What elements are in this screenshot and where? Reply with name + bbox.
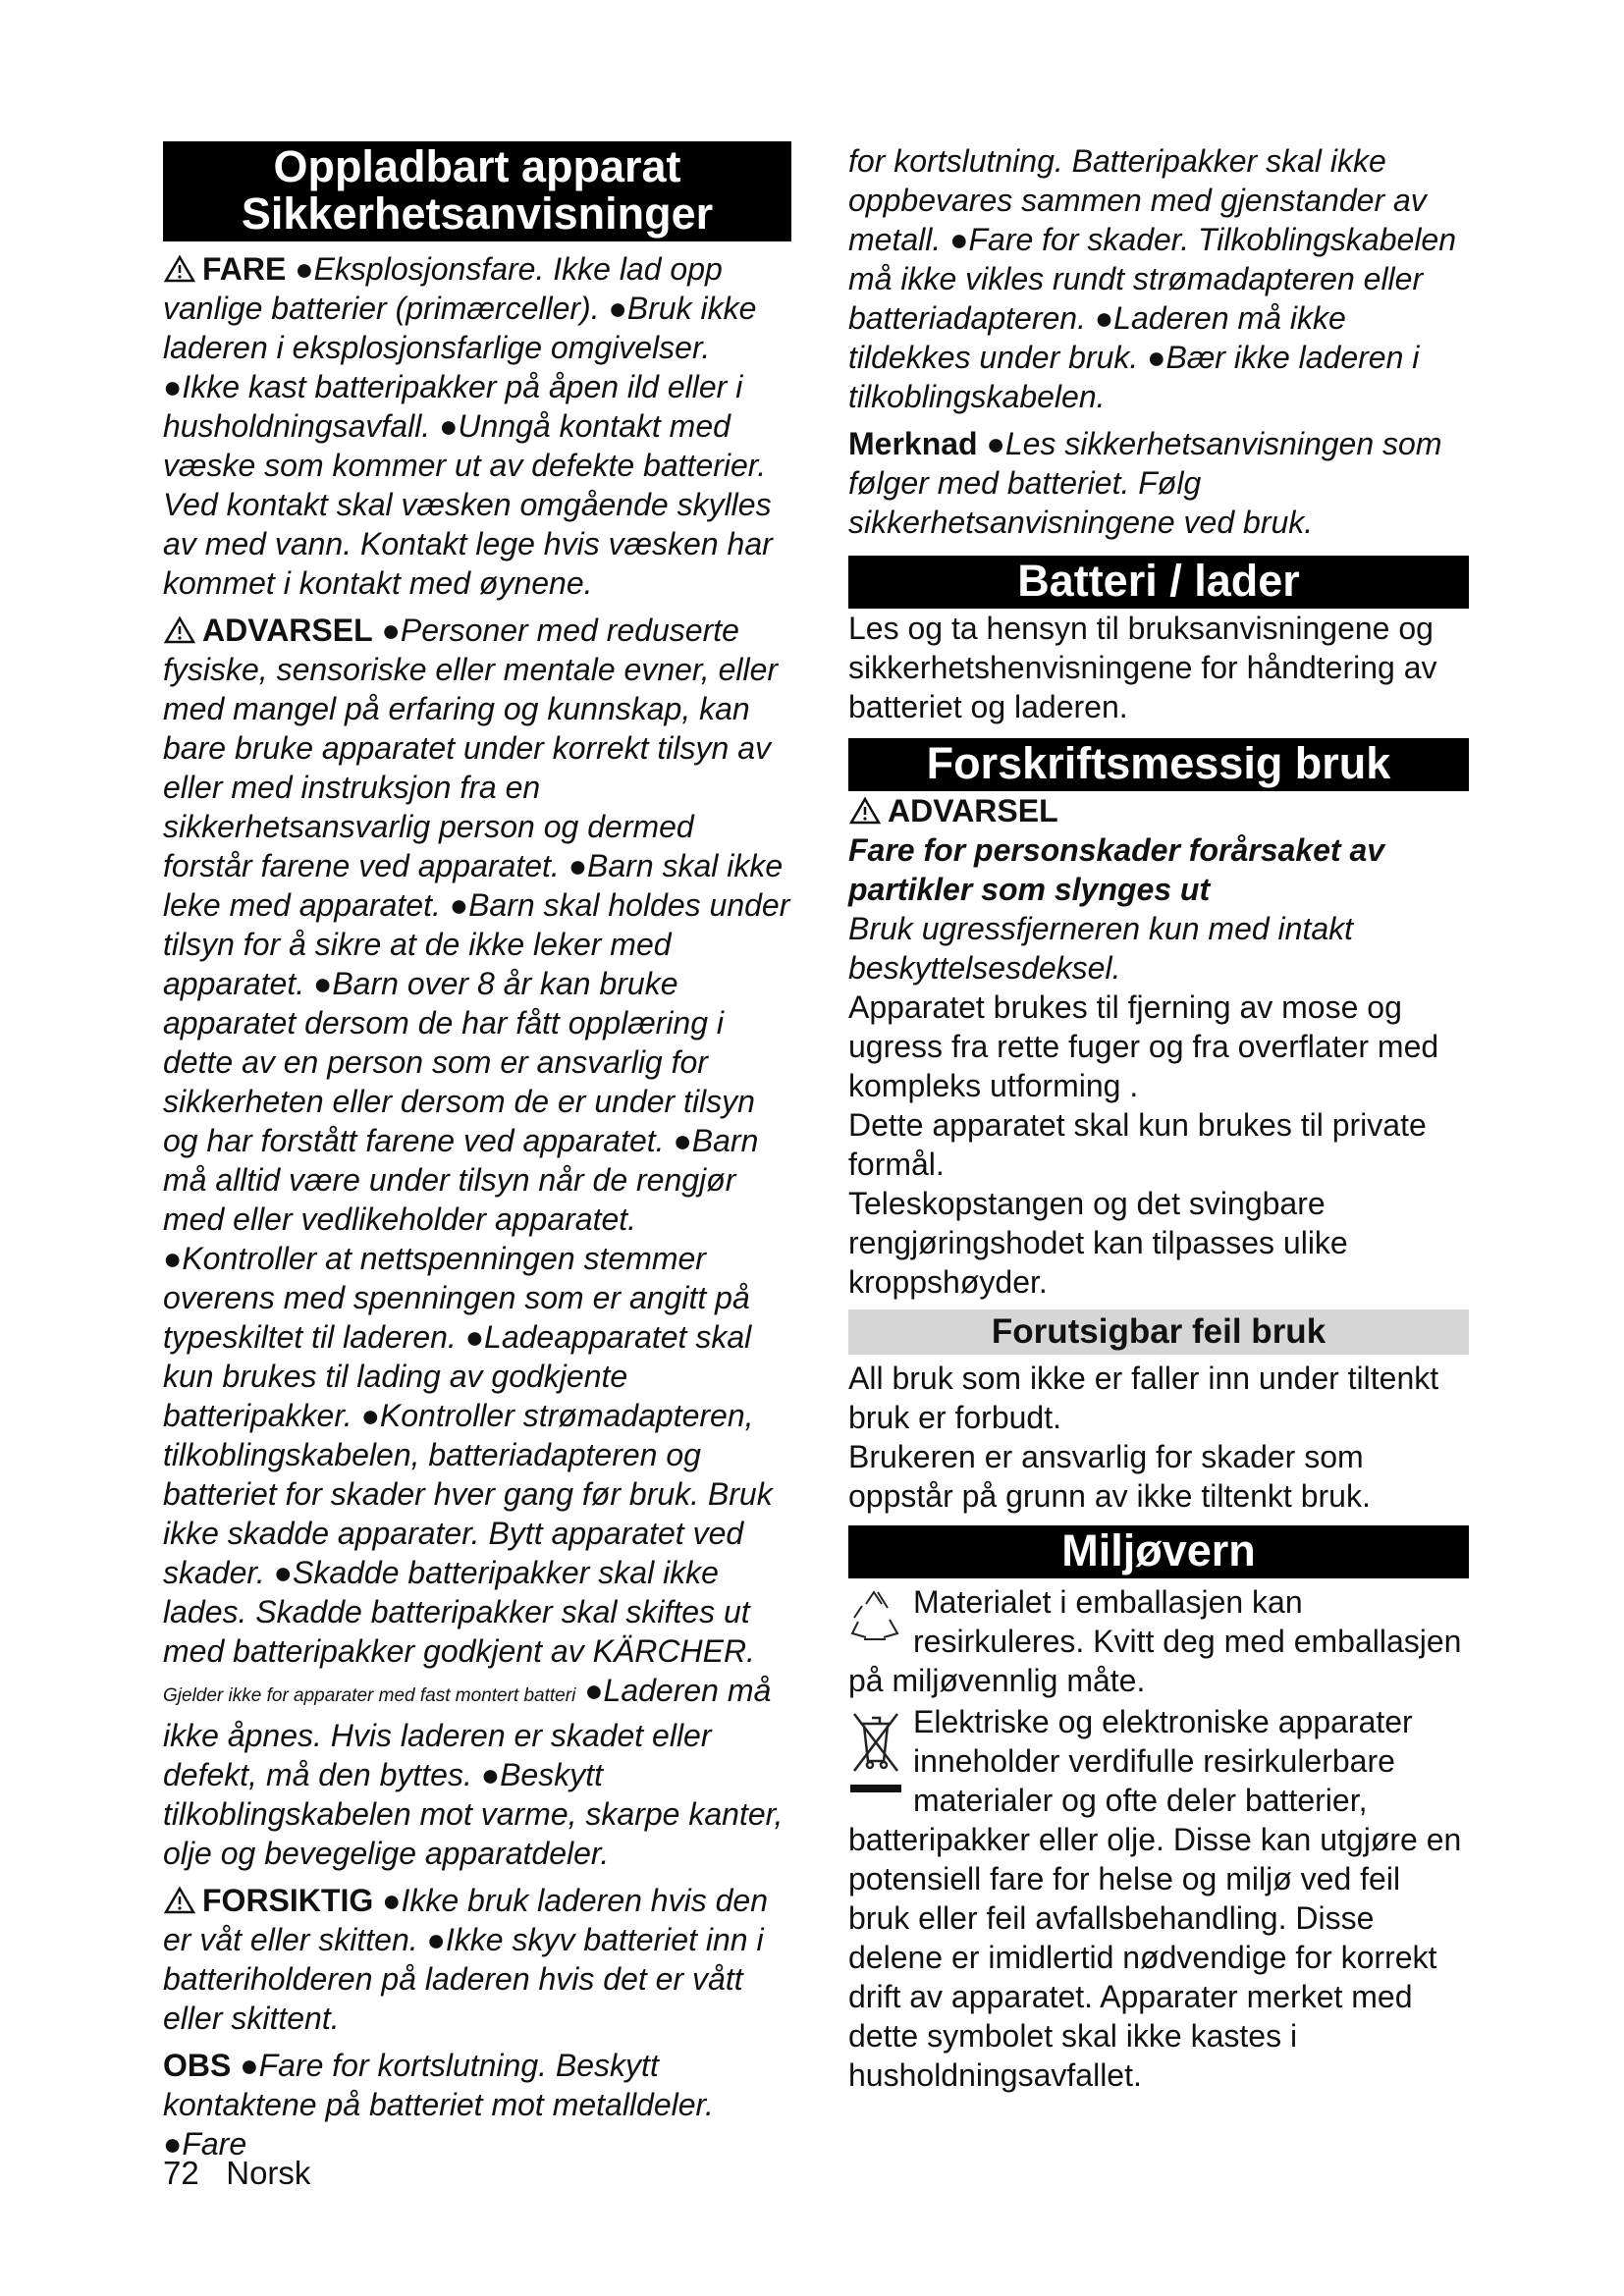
forskrift-p1: Apparatet brukes til fjerning av mose og ugress fra rette fuger og fra overflater med kompleks utforming . (848, 989, 1439, 1103)
continued-text: for kortslutning. Batteripakker skal ikke oppbevares sammen med gjenstander av metall. ●Fare for skader. Tilkoblingskabelen må ikke vikles rundt strømadapteren eller batteriadapteren. ●Laderen må ikke tildekkes under bruk. ●Bær ikke laderen i tilkoblingskabelen. (848, 143, 1457, 414)
forskrift-warning-text: Bruk ugressfjerneren kun med intakt beskyttelsesdeksel. (848, 911, 1354, 986)
left-column (163, 141, 791, 2163)
advarsel-text: ●Personer med reduserte fysiske, sensoriske eller mentale evner, eller med mangel på erfaring og kunnskap, kan bare bruke apparatet under korrekt tilsyn av eller med instruksjon fra en sikkerhetsansvarlig person og dermed forstår farene ved apparatet. ●Barn skal ikke leke med apparatet. ●Barn skal holdes under tilsyn for å sikre at de ikke leker med apparatet. ●Barn over 8 år kan bruke apparatet dersom de har fått opplæring i dette av en person som er ansvarlig for sikkerheten eller dersom de er under tilsyn og har forstått farene ved apparatet. ●Barn må alltid være under tilsyn når de rengjør med eller vedlikeholder apparatet. ●Kontroller at nettspenningen stemmer overens med spenningen som er angitt på typeskiltet til laderen. ●Ladeapparatet skal kun brukes til lading av godkjente batteripakker. ●Kontroller strømadapteren, tilkoblingskabelen, batteriadapteren og batteriet for skader hver gang før bruk. Bruk ikke skadde apparater. Bytt apparatet ved skader. ●Skadde batteripakker skal ikke lades. Skadde batteripakker skal skiftes ut med batteripakker godkjent av KÄRCHER. (163, 613, 790, 1669)
fare-label: FARE (202, 251, 287, 287)
forskrift-banner: Forskriftsmessig bruk (848, 738, 1469, 791)
miljo-banner: Miljøvern (848, 1525, 1469, 1578)
forutsigbar-banner: Forutsigbar feil bruk (848, 1309, 1469, 1355)
recycling-icon (848, 1584, 903, 1649)
forskrift-warning-label: ADVARSEL (888, 793, 1058, 828)
obs-label: OBS (163, 2048, 232, 2083)
warning-triangle-icon (163, 615, 196, 645)
advarsel-text-2: ●Laderen må ikke åpnes. Hvis laderen er skadet eller defekt, må den byttes. ●Beskytt tilkoblingskabelen mot varme, skarpe kanter, olje og bevegelige apparatdeler. (163, 1673, 784, 1871)
footer-language: Norsk (226, 2155, 311, 2191)
batteri-banner: Batteri / lader (848, 556, 1469, 609)
forskrift-warning-head: Fare for personskader forårsaket av partikler som slynges ut (848, 832, 1385, 907)
forskrift-p3: Teleskopstangen og det svingbare rengjøringshodet kan tilpasses ulike kroppshøyder. (848, 1186, 1348, 1300)
forutsigbar-p1: All bruk som ikke er faller inn under tiltenkt bruk er forbudt. (848, 1361, 1439, 1435)
batteri-text: Les og ta hensyn til bruksanvisningene og sikkerhetshenvisningene for håndtering av batteriet og laderen. (848, 611, 1437, 724)
forskrift-p2: Dette apparatet skal kun brukes til private formål. (848, 1107, 1427, 1182)
forsiktig-label: FORSIKTIG (202, 1883, 374, 1918)
merknad-label: Merknad (848, 426, 978, 461)
fare-paragraph (163, 249, 791, 603)
miljo-p1-text: Materialet i emballasjen kan resirkuleres. Kvitt deg med emballasjen på miljøvennlig måte. (848, 1584, 1462, 1698)
warning-triangle-icon (163, 254, 196, 284)
page-number: 72 (163, 2155, 199, 2191)
warning-triangle-icon (163, 1886, 196, 1915)
forsiktig-paragraph (163, 1881, 791, 2038)
miljo-p2 (848, 1702, 1469, 2095)
merknad-paragraph (848, 424, 1469, 542)
merknad-text: ●Les sikkerhetsanvisningen som følger med batteriet. Følg sikkerhetsanvisningene ved bruk. (848, 426, 1442, 540)
safety-banner (163, 141, 791, 241)
forutsigbar-p2: Brukeren er ansvarlig for skader som oppstår på grunn av ikke tiltenkt bruk. (848, 1439, 1371, 1514)
crossed-out-bin-icon (848, 1706, 903, 1800)
forsiktig-text: ●Ikke bruk laderen hvis den er våt eller skitten. ●Ikke skyv batteriet inn i batteriholderen på laderen hvis det er vått eller skittent. (163, 1883, 768, 2036)
banner-title-line2: Sikkerhetsanvisninger (241, 188, 714, 239)
page-footer (163, 2155, 310, 2192)
obs-paragraph (163, 2046, 791, 2163)
advarsel-paragraph (163, 611, 791, 1873)
right-column (848, 141, 1469, 2095)
warning-triangle-icon (848, 796, 882, 826)
miljo-p1 (848, 1582, 1469, 1700)
banner-title-line1: Oppladbart apparat (273, 141, 681, 191)
fare-text: ●Eksplosjonsfare. Ikke lad opp vanlige batterier (primærceller). ●Bruk ikke laderen i eksplosjonsfarlige omgivelser. ●Ikke kast batteripakker på åpen ild eller i husholdningsavfall. ●Unngå kontakt med væske som kommer ut av defekte batterier. Ved kontakt skal væsken omgående skylles av med vann. Kontakt lege hvis væsken har kommet i kontakt med øynene. (163, 251, 773, 601)
forskrift-warning-label-line (848, 791, 1469, 830)
advarsel-label: ADVARSEL (202, 613, 373, 648)
miljo-p2-text: Elektriske og elektroniske apparater inneholder verdifulle resirkulerbare materialer og ofte deler batterier, batteripakker eller olje. Disse kan utgjøre en potensiell fare for helse og miljø ved feil bruk eller feil avfallsbehandling. Disse delene er imidlertid nødvendige for korrekt drift av apparatet. Apparater merket med dette symbolet skal ikke kastes i husholdningsavfallet. (848, 1704, 1462, 2093)
advarsel-small-note: Gjelder ikke for apparater med fast montert batteri (163, 1685, 576, 1706)
obs-text: ●Fare for kortslutning. Beskytt kontaktene på batteriet mot metalldeler. ●Fare (163, 2048, 714, 2162)
